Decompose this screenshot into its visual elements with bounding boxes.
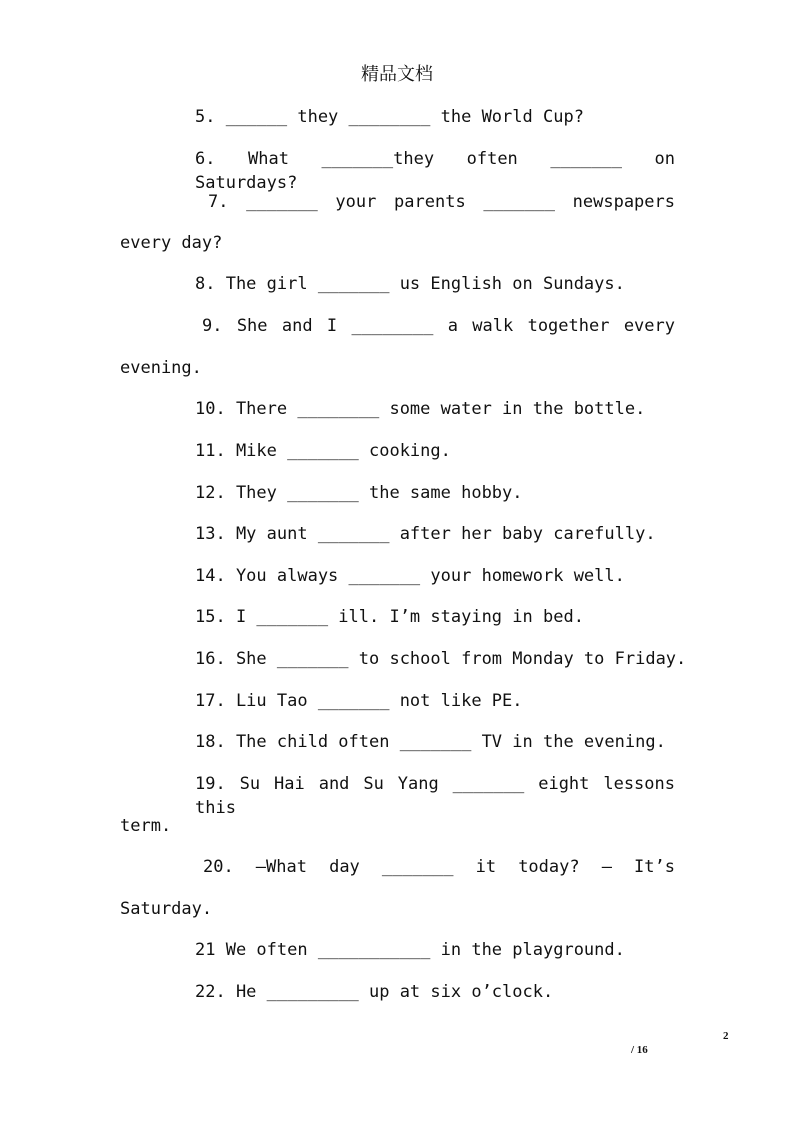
question-6: 6. What _______they often _______ on Saturdays?: [195, 149, 675, 193]
question-20: 20. —What day _______ it today? — It’s: [203, 857, 675, 877]
question-9-continued: evening.: [120, 358, 202, 378]
question-8: 8. The girl _______ us English on Sundays.: [195, 274, 625, 294]
question-11: 11. Mike _______ cooking.: [195, 441, 451, 461]
question-18: 18. The child often _______ TV in the evening.: [195, 732, 666, 752]
question-12: 12. They _______ the same hobby.: [195, 483, 523, 503]
question-14: 14. You always _______ your homework well.: [195, 566, 625, 586]
question-19-continued: term.: [120, 816, 172, 836]
page-number: 2: [723, 1030, 729, 1042]
question-5: 5. ______ they ________ the World Cup?: [195, 107, 584, 127]
question-16: 16. She _______ to school from Monday to Friday.: [195, 649, 687, 669]
question-13: 13. My aunt _______ after her baby carefully.: [195, 524, 656, 544]
page-total: / 16: [631, 1044, 648, 1056]
question-7-continued: every day?: [120, 233, 223, 253]
question-9: 9. She and I ________ a walk together every: [202, 316, 675, 336]
question-22: 22. He _________ up at six o’clock.: [195, 982, 554, 1002]
question-17: 17. Liu Tao _______ not like PE.: [195, 691, 523, 711]
page-header-title: 精品文档: [361, 64, 433, 85]
question-10: 10. There ________ some water in the bottle.: [195, 399, 646, 419]
question-21: 21 We often ___________ in the playground.: [195, 940, 625, 960]
question-15: 15. I _______ ill. I’m staying in bed.: [195, 607, 584, 627]
question-7: 7. _______ your parents _______ newspapers: [208, 192, 675, 212]
question-20-continued: Saturday.: [120, 899, 213, 919]
question-19: 19. Su Hai and Su Yang _______ eight lessons this: [195, 774, 675, 818]
